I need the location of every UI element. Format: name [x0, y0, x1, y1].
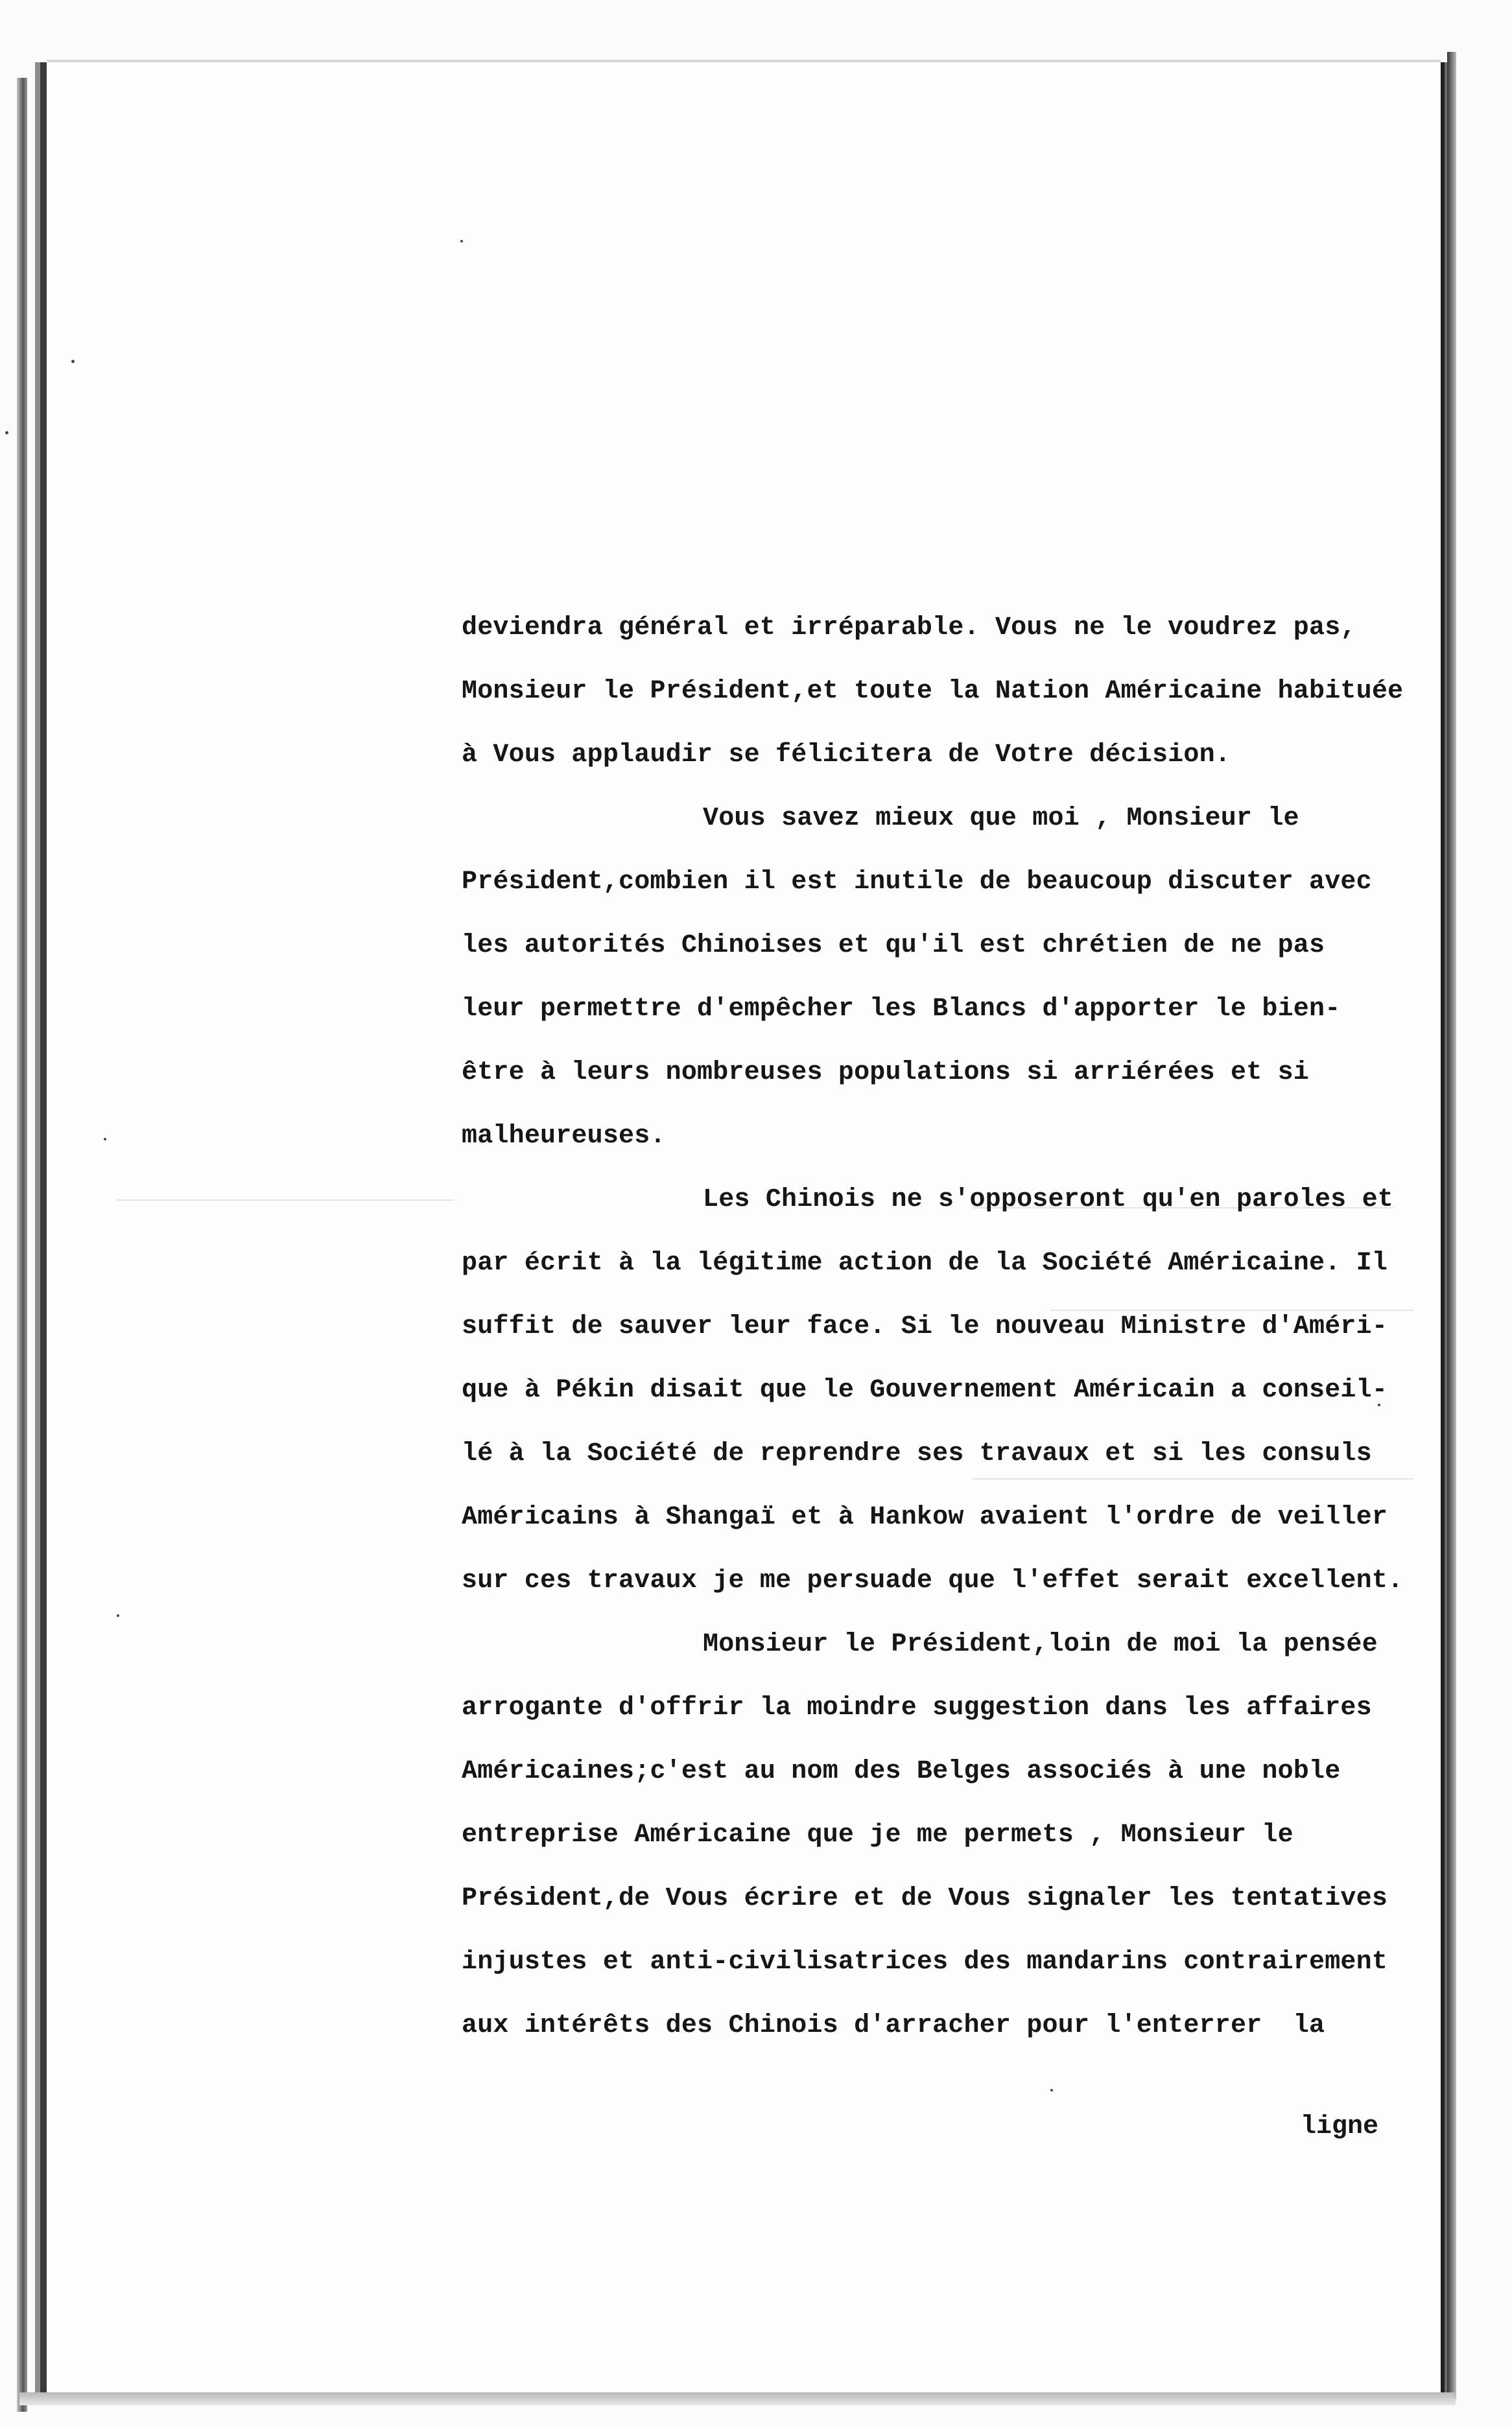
text-line: les autorités Chinoises et qu'il est chrétien de ne pas [462, 931, 1325, 960]
page-right-edge [1447, 52, 1456, 2399]
text-line: par écrit à la légitime action de la Société Américaine. Il [462, 1249, 1388, 1278]
text-line: leur permettre d'empêcher les Blancs d'apporter le bien- [462, 995, 1341, 1024]
paragraph-start-line: Monsieur le Président,loin de moi la pensée [703, 1630, 1378, 1659]
text-line: Président,de Vous écrire et de Vous signaler les tentatives [462, 1884, 1388, 1913]
catchword: ligne [1301, 2112, 1379, 2141]
speck [71, 360, 75, 363]
text-line: Monsieur le Président,et toute la Nation Américaine habituée [462, 677, 1404, 706]
text-line: suffit de sauver leur face. Si le nouveau Ministre d'Améri- [462, 1312, 1388, 1341]
text-line: Américaines;c'est au nom des Belges associés à une noble [462, 1757, 1341, 1786]
speck [117, 1614, 119, 1617]
paragraph-start-line: Les Chinois ne s'opposeront qu'en paroles et [703, 1185, 1393, 1214]
text-line: être à leurs nombreuses populations si arriérées et si [462, 1058, 1310, 1087]
text-line: à Vous applaudir se félicitera de Votre décision. [462, 740, 1231, 770]
page-left-edge [17, 78, 27, 2412]
text-line: lé à la Société de reprendre ses travaux et si les consuls [462, 1439, 1372, 1468]
text-line: injustes et anti-civilisatrices des mandarins contrairement [462, 1948, 1388, 1977]
text-line: aux intérêts des Chinois d'arracher pour l'enterrer la [462, 2011, 1325, 2040]
text-line: Américains à Shangaï et à Hankow avaient l'ordre de veiller [462, 1503, 1388, 1532]
speck [5, 431, 8, 434]
text-line: Président,combien il est inutile de beaucoup discuter avec [462, 867, 1372, 897]
text-line: deviendra général et irréparable. Vous ne le voudrez pas, [462, 613, 1356, 642]
text-line: que à Pékin disait que le Gouvernement Américain a conseil- [462, 1376, 1388, 1405]
text-line: entreprise Américaine que je me permets , Monsieur le [462, 1821, 1293, 1850]
speck [104, 1138, 106, 1140]
page-bottom-edge [19, 2392, 1456, 2405]
letter-body [462, 596, 1447, 2058]
paragraph-start-line: Vous savez mieux que moi , Monsieur le [703, 804, 1299, 833]
text-line: sur ces travaux je me persuade que l'effet serait excellent. [462, 1566, 1404, 1596]
speck [460, 240, 463, 242]
speck [1050, 2089, 1053, 2092]
text-line: malheureuses. [462, 1122, 666, 1151]
bleed-through-mark [117, 1199, 454, 1201]
text-line: arrogante d'offrir la moindre suggestion dans les affaires [462, 1693, 1372, 1723]
